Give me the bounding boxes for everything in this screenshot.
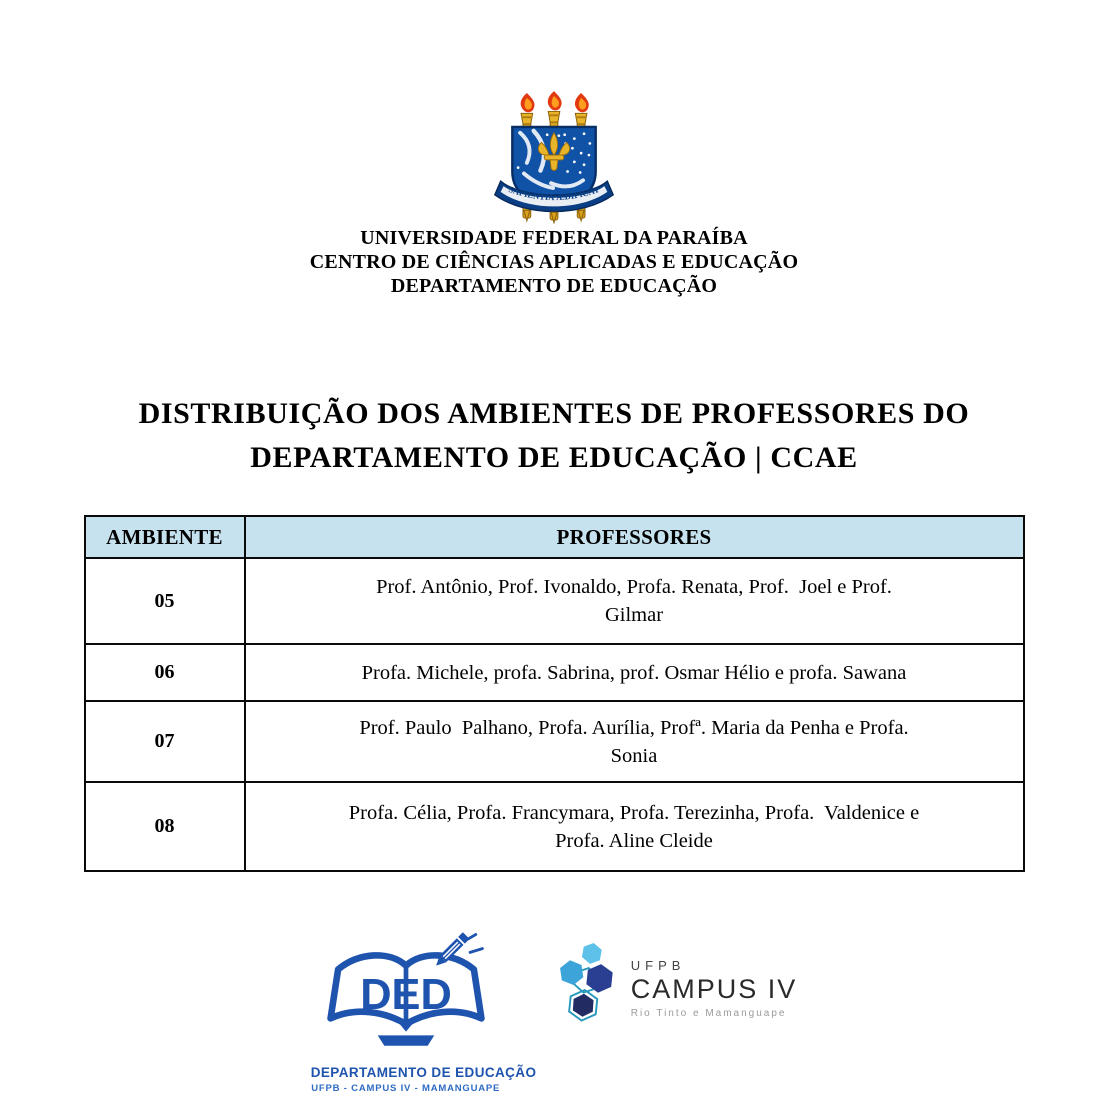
ufpb-coat-of-arms-icon xyxy=(491,90,617,224)
column-header-ambiente: AMBIENTE xyxy=(85,516,245,558)
professores-line: Profa. Aline Cleide xyxy=(555,829,713,852)
table-header-row xyxy=(85,516,1024,558)
center-name: CENTRO DE CIÊNCIAS APLICADAS E EDUCAÇÃO xyxy=(309,251,799,273)
professores-line: Prof. Antônio, Prof. Ivonaldo, Profa. Renata, Prof. Joel e Prof. xyxy=(376,576,892,598)
column-header-professores: PROFESSORES xyxy=(245,516,1024,558)
ambiente-cell: 07 xyxy=(85,701,245,782)
ded-acronym: DED xyxy=(359,970,452,1019)
emblem-wrap xyxy=(0,0,1108,224)
emblem-motto: SAPIENTIA ÆDIFICAT xyxy=(507,183,601,203)
professores-line: Gilmar xyxy=(604,604,664,626)
rooms-table xyxy=(84,515,1025,872)
ded-campus-label: UFPB - CAMPUS IV - MAMANGUAPE xyxy=(311,1083,501,1094)
professores-cell xyxy=(245,644,1024,701)
professores-cell xyxy=(245,701,1024,782)
university-header xyxy=(0,226,1108,298)
professores-line: Profa. Célia, Profa. Francymara, Profa. Terezinha, Profa. Valdenice e xyxy=(348,801,920,824)
page-title-line-2: DEPARTAMENTO DE EDUCAÇÃO | CCAE xyxy=(250,441,858,474)
campus-ufpb-label: UFPB xyxy=(630,957,686,973)
page-title-line-1: DISTRIBUIÇÃO DOS AMBIENTES DE PROFESSORES DO xyxy=(138,397,970,430)
ambiente-cell: 05 xyxy=(85,558,245,644)
campus-hexagons-icon xyxy=(559,940,617,1036)
department-name: DEPARTAMENTO DE EDUCAÇÃO xyxy=(390,275,718,297)
campus-iv-logo xyxy=(559,940,798,1036)
page-title xyxy=(0,392,1108,480)
table-row xyxy=(85,701,1024,782)
professores-cell xyxy=(245,782,1024,871)
table-row xyxy=(85,644,1024,701)
campus-cities-label: Rio Tinto e Mamanguape xyxy=(630,1007,787,1019)
table-row xyxy=(85,782,1024,871)
campus-text-block xyxy=(631,958,798,1019)
ded-logo xyxy=(310,926,537,1094)
professores-line: Sonia xyxy=(610,744,658,767)
footer-logos xyxy=(0,926,1108,1094)
professores-line: Prof. Paulo Palhano, Profa. Aurília, Profª. Maria da Penha e Profa. xyxy=(359,716,909,739)
table-row xyxy=(85,558,1024,644)
professores-line: Profa. Michele, profa. Sabrina, prof. Osmar Hélio e profa. Sawana xyxy=(361,661,907,684)
ded-department-label: DEPARTAMENTO DE EDUCAÇÃO xyxy=(310,1065,537,1080)
campus-name-label: CAMPUS IV xyxy=(630,973,798,1004)
ambiente-cell: 08 xyxy=(85,782,245,871)
university-name: UNIVERSIDADE FEDERAL DA PARAÍBA xyxy=(360,227,748,249)
ded-open-book-icon xyxy=(316,926,496,1058)
ambiente-cell: 06 xyxy=(85,644,245,701)
professores-cell xyxy=(245,558,1024,644)
